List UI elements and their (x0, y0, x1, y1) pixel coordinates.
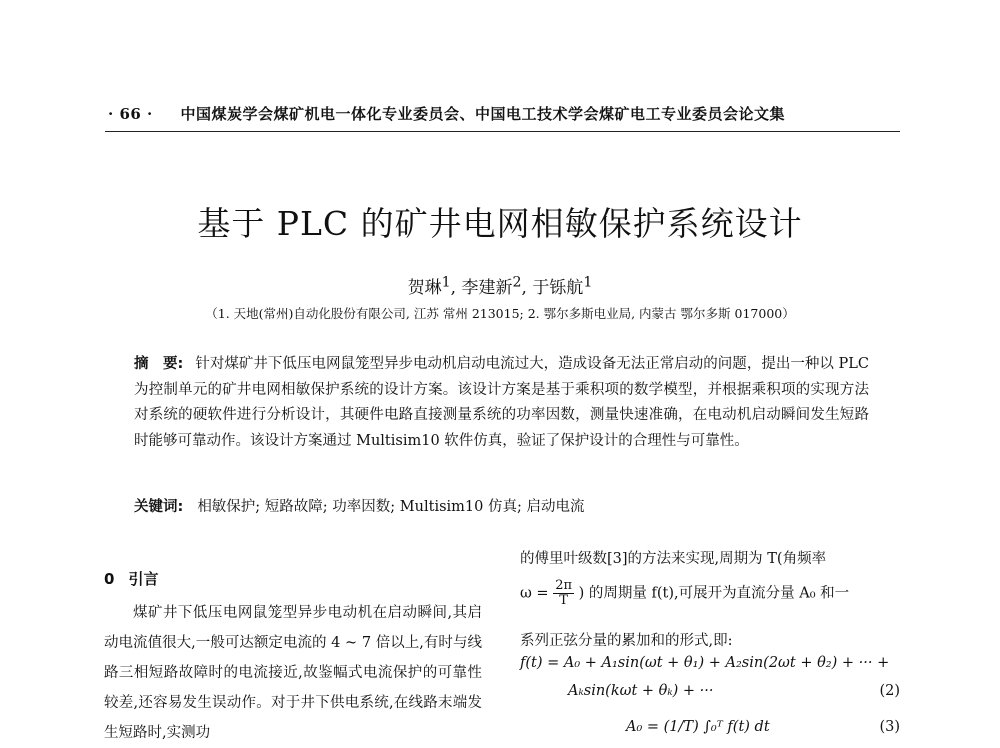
running-header (108, 103, 898, 125)
equation-number: (3) (879, 719, 900, 735)
equation-2-line2: Aₖsin(kωt + θₖ) + ··· (568, 683, 714, 699)
equation-3: A₀ = (1/T) ∫₀ᵀ f(t) dt (626, 719, 770, 735)
author-sup: 1 (441, 274, 451, 291)
body-text: ) 的周期量 f(t),可展开为直流分量 A₀ 和一 (578, 585, 850, 602)
affiliation: （1. 天地(常州)自动化股份有限公司, 江苏 常州 213015; 2. 鄂尔多斯电业局, 内蒙古 鄂尔多斯 017000） (205, 306, 795, 321)
abstract-text: 针对煤矿井下低压电网鼠笼型异步电动机启动电流过大，造成设备无法正常启动的问题，提出一种以 PLC 为控制单元的矿井电网相敏保护系统的设计方案。该设计方案是基于乘积项的数学模型，并根据乘积项的实现方法对系统的硬软件进行分析设计，其硬件电路直接测量系统的功率因数，测量快速准确，在电动机启动瞬间发生短路时能够可靠动作。该设计方案通过 Multisim10 软件仿真，验证了保护设计的合理性与可靠性。 (134, 356, 869, 449)
body-line: 系列正弦分量的累加和的形式,即: (520, 633, 733, 649)
paper-title: 基于 PLC 的矿井电网相敏保护系统设计 (197, 204, 803, 243)
author-sup: 2 (512, 274, 522, 291)
keywords (134, 495, 869, 516)
section-number: 0 (104, 570, 115, 588)
abstract-label: 摘 要: (134, 356, 184, 372)
keywords-label: 关键词: (134, 499, 184, 515)
header-rule (105, 131, 900, 132)
abstract (134, 352, 869, 454)
section-heading (104, 568, 158, 589)
body-line: 的傅里叶级数[3]的方法来实现,周期为 T(角频率 (520, 551, 827, 567)
frac-denominator: T (559, 593, 568, 608)
author-name: 于铄航 (532, 278, 584, 298)
equation-number: (2) (879, 683, 900, 699)
keywords-text: 相敏保护; 短路故障; 功率因数; Multisim10 仿真; 启动电流 (197, 499, 585, 515)
author-name: 贺琳 (407, 278, 442, 298)
journal-title: 中国煤炭学会煤矿机电一体化专业委员会、中国电工技术学会煤矿电工专业委员会论文集 (180, 105, 786, 123)
page-number: · 66 · (108, 105, 153, 123)
author-list: 贺琳$^1$, 李建新$^2$, 于铄航$^1$ (407, 274, 593, 298)
author-name: 李建新 (461, 278, 513, 298)
intro-text: 煤矿井下低压电网鼠笼型异步电动机在启动瞬间,其启动电流值很大,一般可达额定电流的 4 ~ 7 倍以上,有时与线路三相短路故障时的电流接近,故鉴幅式电流保护的可靠性较差,还容易发生误动作。对于井下供电系统,在线路末端发生短路时,实测功 (104, 605, 482, 741)
fraction (553, 579, 574, 608)
omega-eq: ω = (520, 585, 549, 602)
equation-2-line1: f(t) = A₀ + A₁sin(ωt + θ₁) + A₂sin(2ωt + θ₂) + ··· + (520, 655, 890, 671)
body-line (520, 579, 849, 608)
section-title: 引言 (128, 570, 159, 588)
intro-paragraph (104, 598, 482, 748)
frac-numerator: 2π (555, 578, 573, 593)
author-sup: 1 (583, 274, 593, 291)
